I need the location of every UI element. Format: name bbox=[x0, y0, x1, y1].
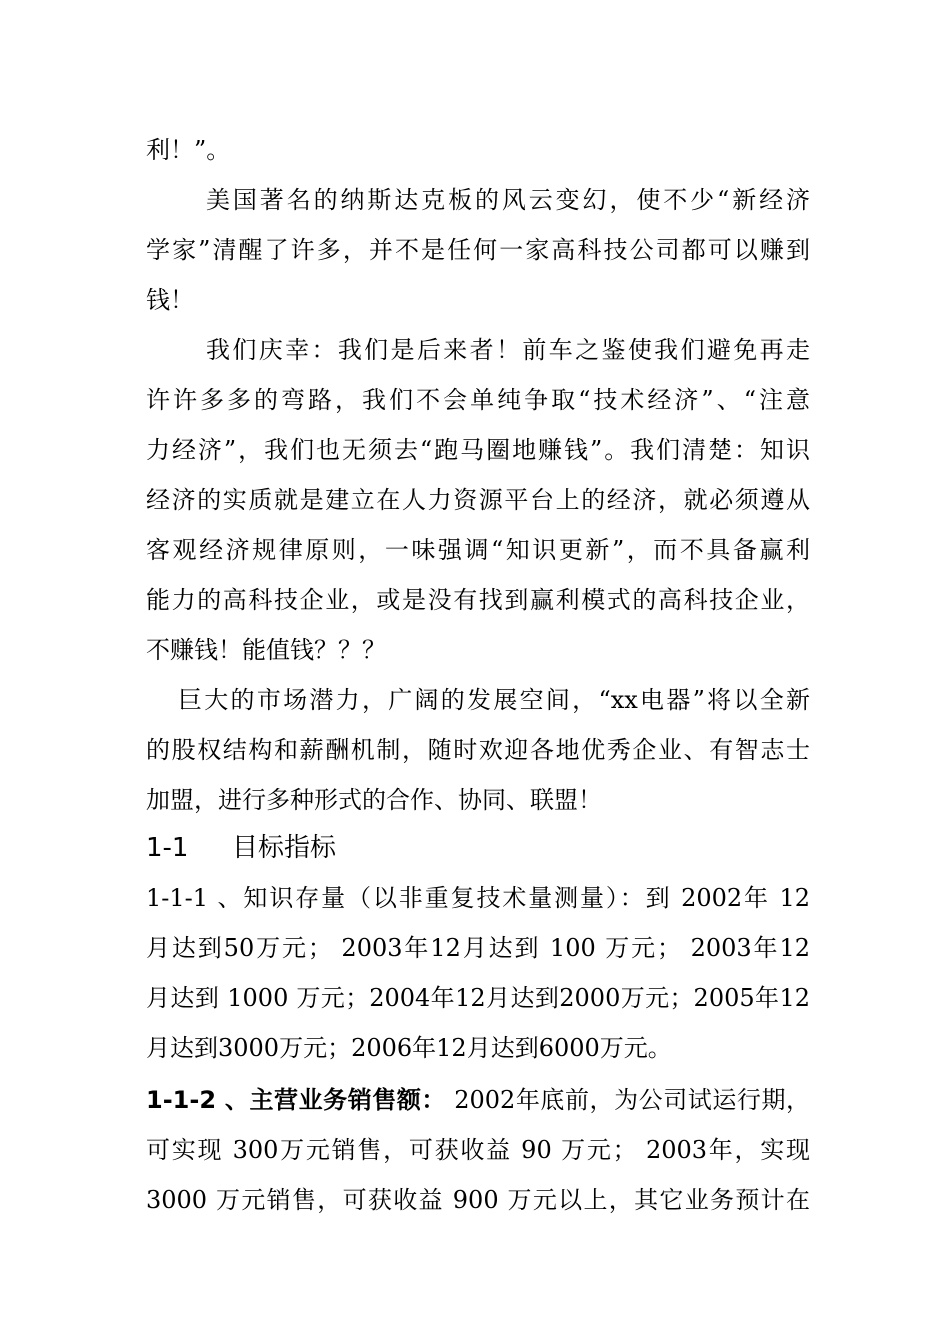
item-lead: 1-1-2 、主营业务销售额： bbox=[146, 1086, 446, 1114]
paragraph-line: 利！”。 bbox=[146, 136, 231, 164]
item-line: 可实现 300万元销售，可获收益 90 万元； 2003年，实现 bbox=[146, 1136, 810, 1164]
paragraph-line: 力经济”，我们也无须去“跑马圈地赚钱”。我们清楚：知识 bbox=[146, 436, 810, 464]
paragraph-line: 美国著名的纳斯达克板的风云变幻，使不少“新经济 bbox=[206, 186, 810, 214]
item-line: 3000 万元销售，可获收益 900 万元以上，其它业务预计在 bbox=[146, 1186, 810, 1214]
item-line: 月达到3000万元；2006年12月达到6000万元。 bbox=[146, 1034, 672, 1062]
paragraph-line: 加盟，进行多种形式的合作、协同、联盟！ bbox=[146, 786, 602, 814]
item-line: 月达到 1000 万元；2004年12月达到2000万元；2005年12 bbox=[146, 984, 810, 1012]
paragraph-line: 能力的高科技企业，或是没有找到赢利模式的高科技企业， bbox=[146, 586, 810, 614]
paragraph-line: 的股权结构和薪酬机制，随时欢迎各地优秀企业、有智志士 bbox=[146, 736, 810, 764]
paragraph-line: 许许多多的弯路，我们不会单纯争取“技术经济”、“注意 bbox=[146, 386, 810, 414]
paragraph-line: 客观经济规律原则，一味强调“知识更新”，而不具备赢利 bbox=[146, 536, 810, 564]
section-number: 1-1 bbox=[146, 833, 189, 863]
paragraph-line: 巨大的市场潜力，广阔的发展空间，“xx电器”将以全新 bbox=[178, 686, 810, 714]
item-line: 月达到50万元； 2003年12月达到 100 万元； 2003年12 bbox=[146, 934, 810, 962]
section-title: 目标指标 bbox=[232, 833, 337, 863]
paragraph-line: 学家”清醒了许多，并不是任何一家高科技公司都可以赚到 bbox=[146, 236, 810, 264]
paragraph-line: 我们庆幸：我们是后来者！前车之鉴使我们避免再走 bbox=[206, 336, 810, 364]
paragraph-line: 钱！ bbox=[146, 286, 194, 314]
item-line: 1-1-1 、知识存量（以非重复技术量测量）：到 2002年 12 bbox=[146, 884, 810, 912]
paragraph-line: 经济的实质就是建立在人力资源平台上的经济，就必须遵从 bbox=[146, 486, 810, 514]
section-heading bbox=[146, 828, 336, 868]
item-line bbox=[146, 1080, 810, 1120]
paragraph-line: 不赚钱！能值钱？？？ bbox=[146, 636, 386, 664]
item-text: 2002年底前，为公司试运行期， bbox=[446, 1086, 811, 1114]
